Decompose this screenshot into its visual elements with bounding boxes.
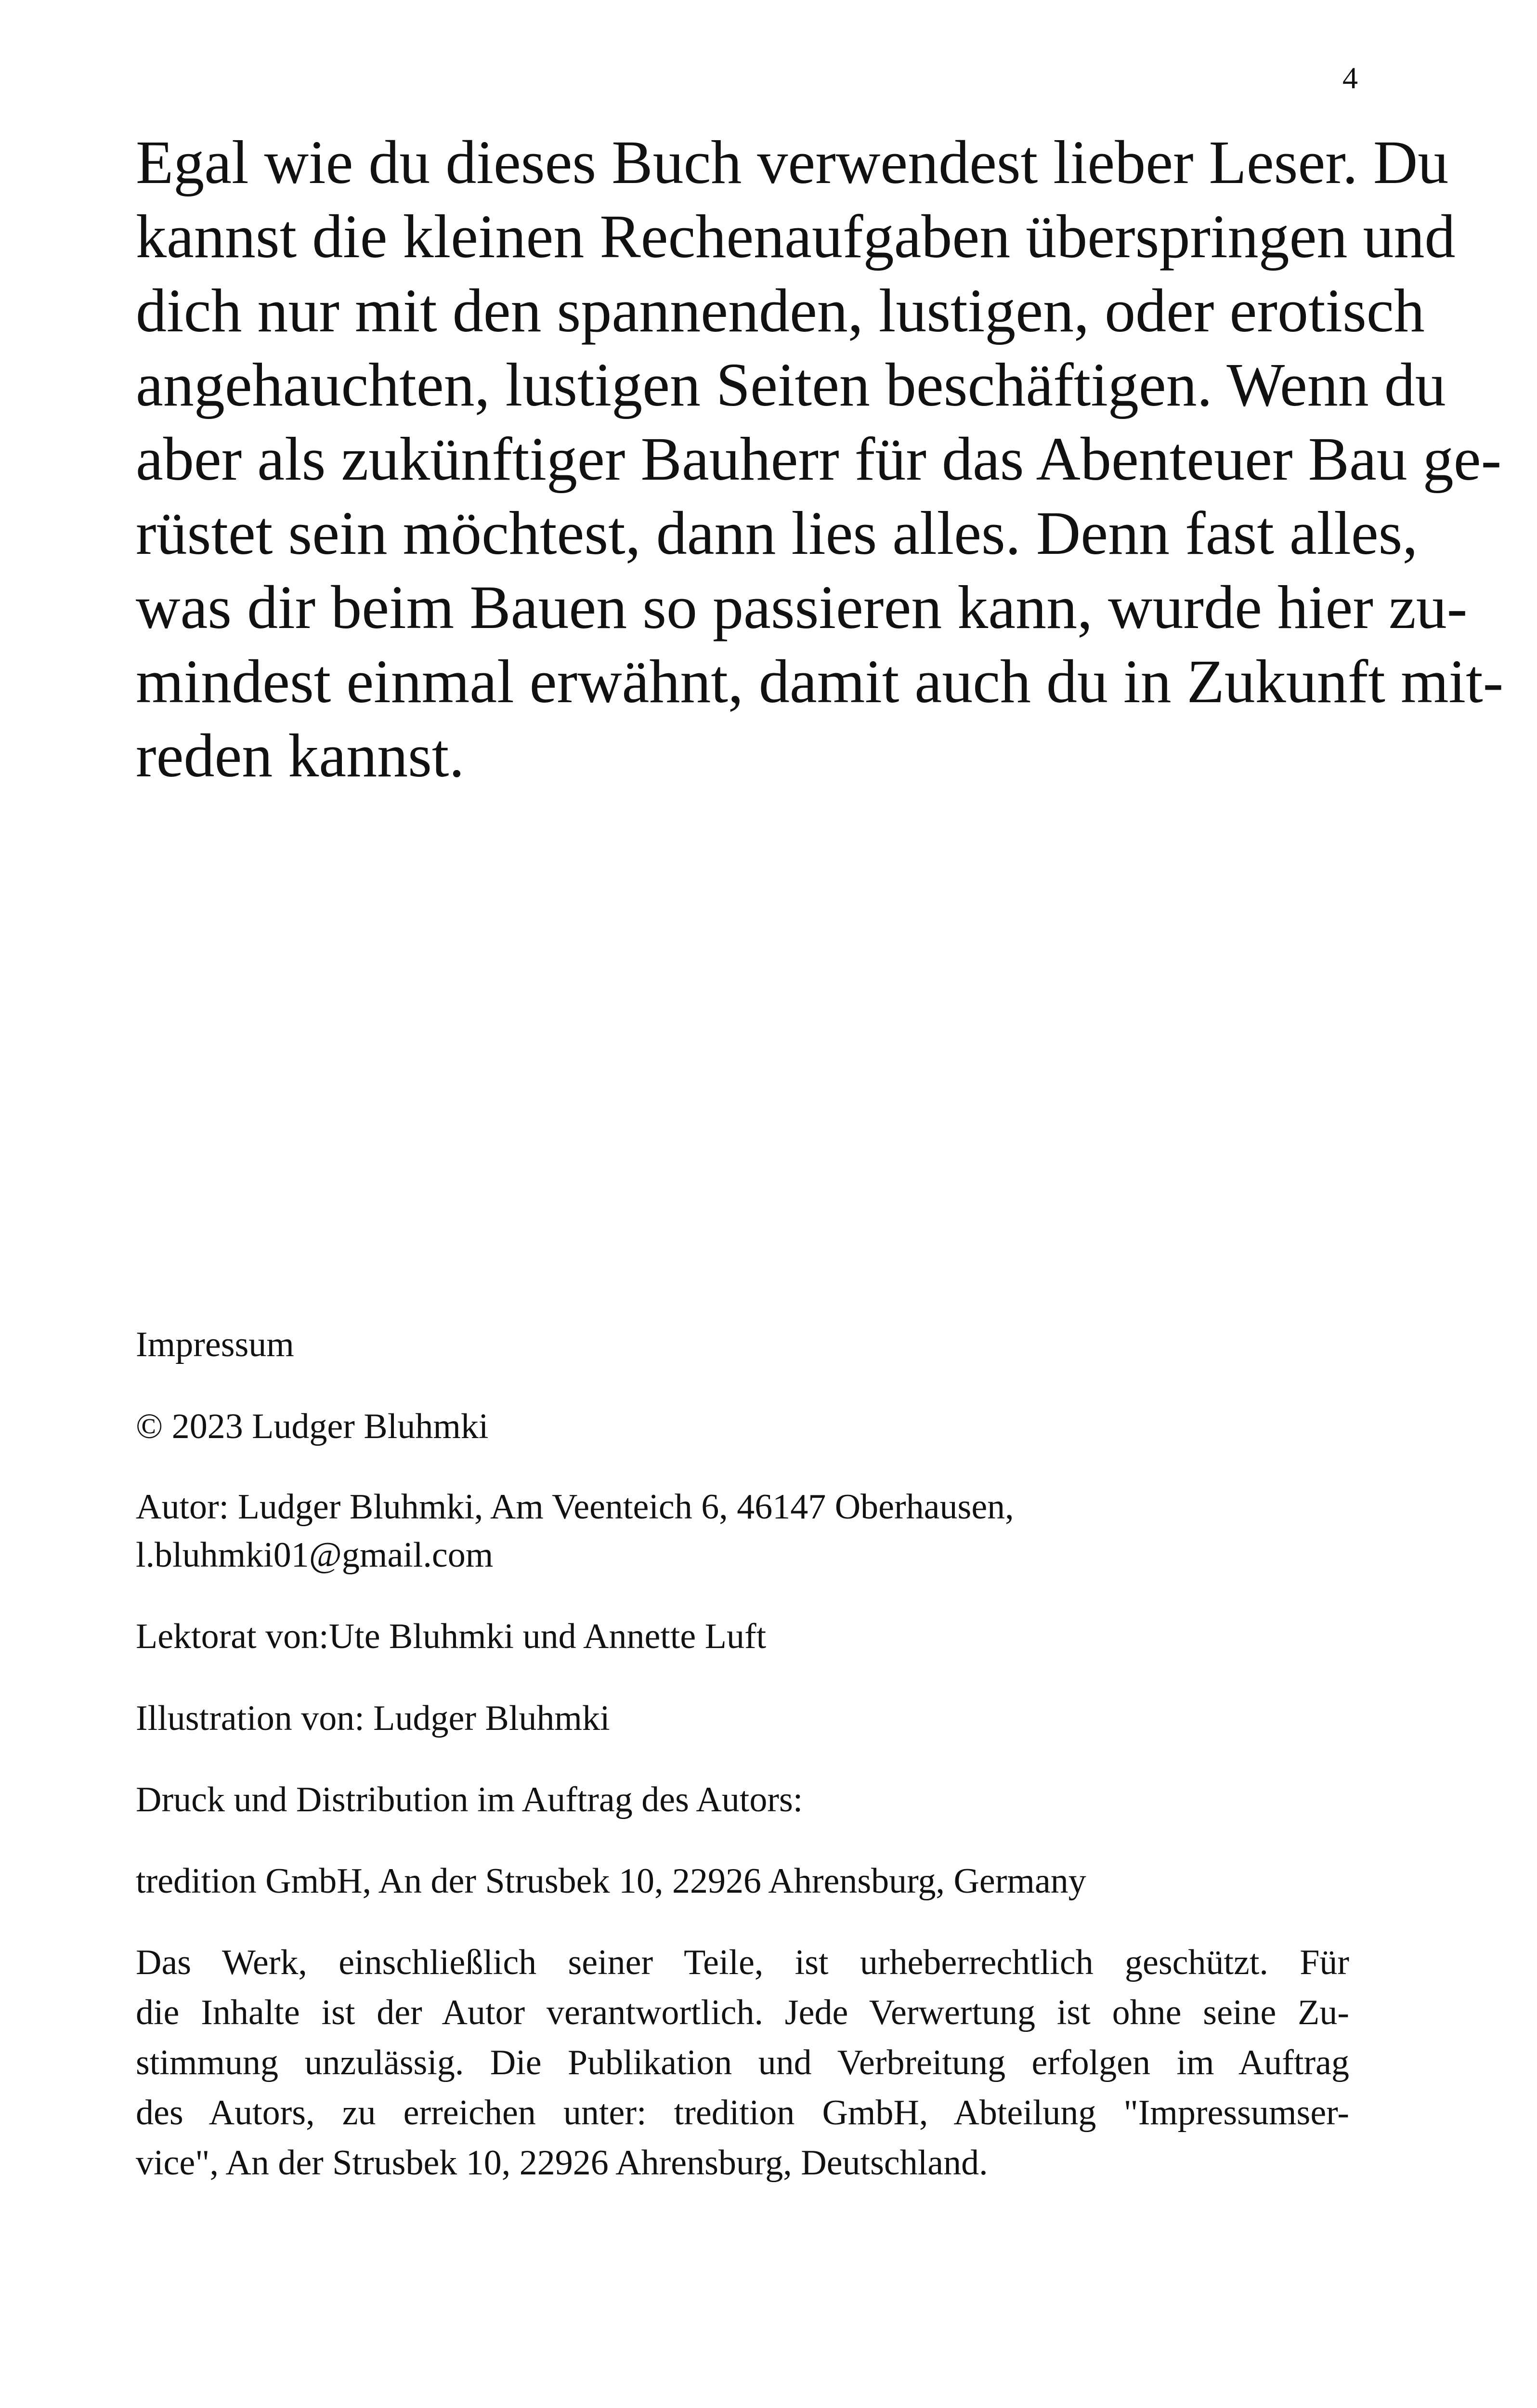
paragraph-line: kannst die kleinen Rechenaufgaben überspringen und (136, 202, 1456, 271)
copyright-line: © 2023 Ludger Bluhmki (136, 1407, 489, 1446)
author-line: Autor: Ludger Bluhmki, Am Veenteich 6, 46147 Oberhausen, (136, 1487, 1014, 1527)
paragraph-line: rüstet sein möchtest, dann lies alles. Denn fast alles, (136, 499, 1418, 567)
legal-notice-line: stimmung unzulässig. Die Publikation und Verbreitung erfolgen im Auftrag (136, 2043, 1349, 2082)
main-paragraph (136, 125, 1504, 793)
publisher-address: tredition GmbH, An der Strusbek 10, 22926 Ahrensburg, Germany (136, 1861, 1086, 1901)
author-email: l.bluhmki01@gmail.com (136, 1535, 494, 1575)
editing-credit: Lektorat von:Ute Bluhmki und Annette Luft (136, 1617, 767, 1656)
page-number: 4 (1342, 61, 1358, 95)
legal-notice-line: die Inhalte ist der Autor verantwortlich. Jede Verwertung ist ohne seine Zu- (136, 1993, 1349, 2032)
legal-notice-line: des Autors, zu erreichen unter: tredition GmbH, Abteilung "Impressumser- (136, 2093, 1349, 2133)
legal-notice-line: vice", An der Strusbek 10, 22926 Ahrensburg, Deutschland. (136, 2143, 988, 2183)
paragraph-line: angehauchten, lustigen Seiten beschäftigen. Wenn du (136, 351, 1446, 419)
paragraph-line: reden kannst. (136, 721, 465, 790)
paragraph-line: was dir beim Bauen so passieren kann, wurde hier zu- (136, 573, 1468, 641)
legal-notice-line: Das Werk, einschließlich seiner Teile, ist urheberrechtlich geschützt. Für (136, 1943, 1349, 1982)
paragraph-line: aber als zukünftiger Bauherr für das Abenteuer Bau ge- (136, 425, 1502, 493)
legal-notice (136, 1937, 1349, 2188)
illustration-credit: Illustration von: Ludger Bluhmki (136, 1699, 610, 1738)
paragraph-line: Egal wie du dieses Buch verwendest lieber Leser. Du (136, 128, 1449, 196)
paragraph-line: dich nur mit den spannenden, lustigen, oder erotisch (136, 276, 1425, 345)
imprint-heading: Impressum (136, 1325, 294, 1364)
distribution-note: Druck und Distribution im Auftrag des Autors: (136, 1780, 803, 1819)
paragraph-line: mindest einmal erwähnt, damit auch du in Zukunft mit- (136, 647, 1504, 716)
